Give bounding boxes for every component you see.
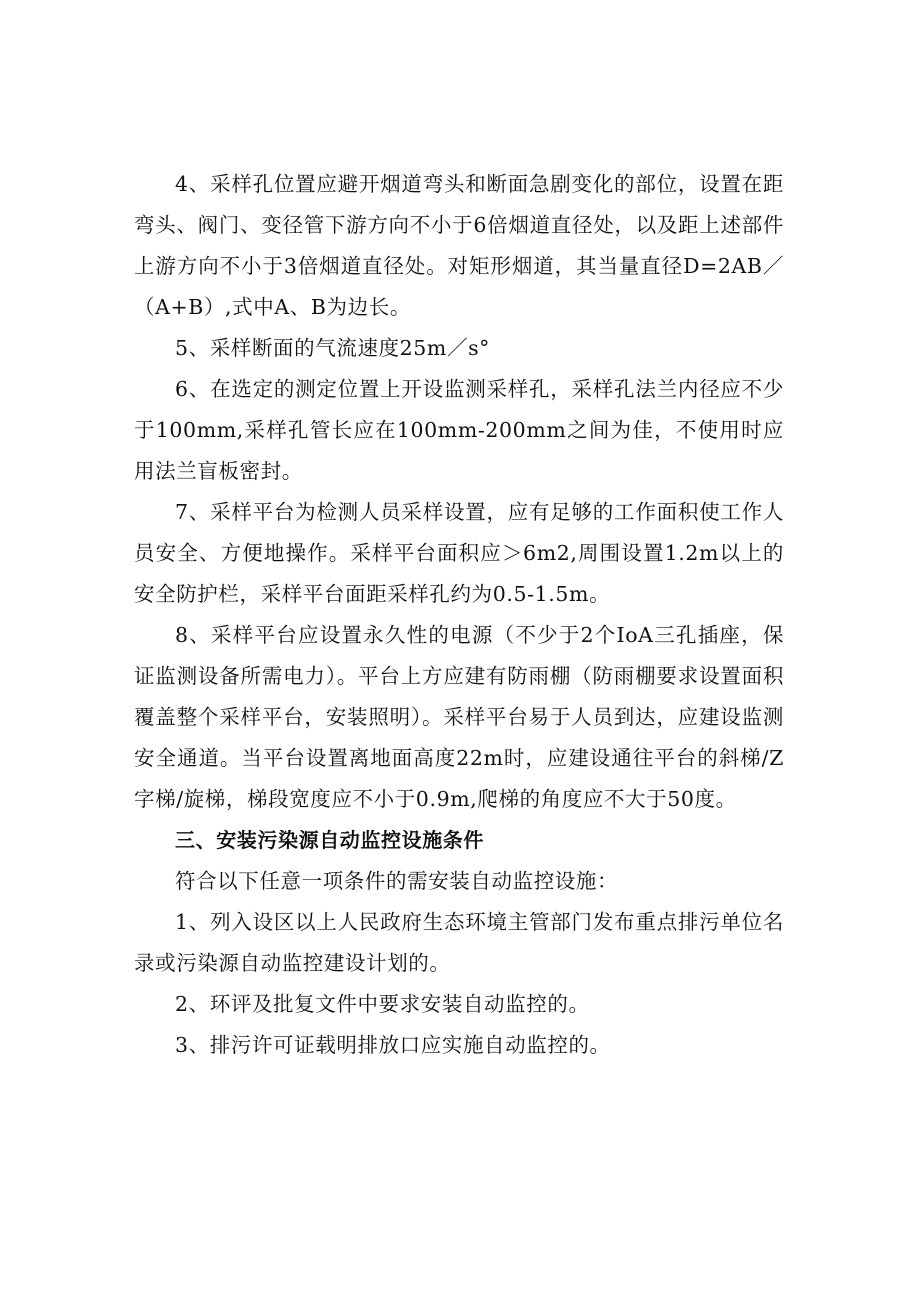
condition-item: 1、列入设区以上人民政府生态环境主管部门发布重点排污单位名录或污染源自动监控建设计划的。 <box>134 910 784 975</box>
condition-item: 2、环评及批复文件中要求安装自动监控的。 <box>175 992 590 1016</box>
document-body <box>134 164 784 1066</box>
paragraph-sampling-hole-spec: 6、在选定的测定位置上开设监测采样孔，采样孔法兰内径应不少于100mm,采样孔管长应在100mm-200mm之间为佳，不使用时应用法兰盲板密封。 <box>134 377 784 483</box>
section-heading: 三、安装污染源自动监控设施条件 <box>175 828 484 852</box>
paragraph-airflow-velocity: 5、采样断面的气流速度25m／s° <box>175 336 491 360</box>
condition-item: 3、排污许可证载明排放口应实施自动监控的。 <box>175 1033 611 1057</box>
paragraph-platform-power-access: 8、采样平台应设置永久性的电源（不少于2个IoA三孔插座，保证监测设备所需电力）。平台上方应建有防雨棚（防雨棚要求设置面积覆盖整个采样平台，安装照明）。采样平台易于人员到达，应建设监测安全通道。当平台设置离地面高度22m时，应建设通往平台的斜梯/Z字梯/旋梯，梯段宽度应不小于0.9m,爬梯的角度应不大于50度。 <box>134 623 784 811</box>
paragraph-sampling-hole-position: 4、采样孔位置应避开烟道弯头和断面急剧变化的部位，设置在距弯头、阀门、变径管下游方向不小于6倍烟道直径处，以及距上述部件上游方向不小于3倍烟道直径处。对矩形烟道，其当量直径D=2AB／（A+B）,式中A、B为边长。 <box>134 172 784 319</box>
paragraph-sampling-platform: 7、采样平台为检测人员采样设置，应有足够的工作面积使工作人员安全、方便地操作。采样平台面积应＞6m2,周围设置1.2m以上的安全防护栏，采样平台面距采样孔约为0.5-1.5m。 <box>134 500 784 606</box>
section-intro: 符合以下任意一项条件的需安装自动监控设施： <box>175 869 619 893</box>
